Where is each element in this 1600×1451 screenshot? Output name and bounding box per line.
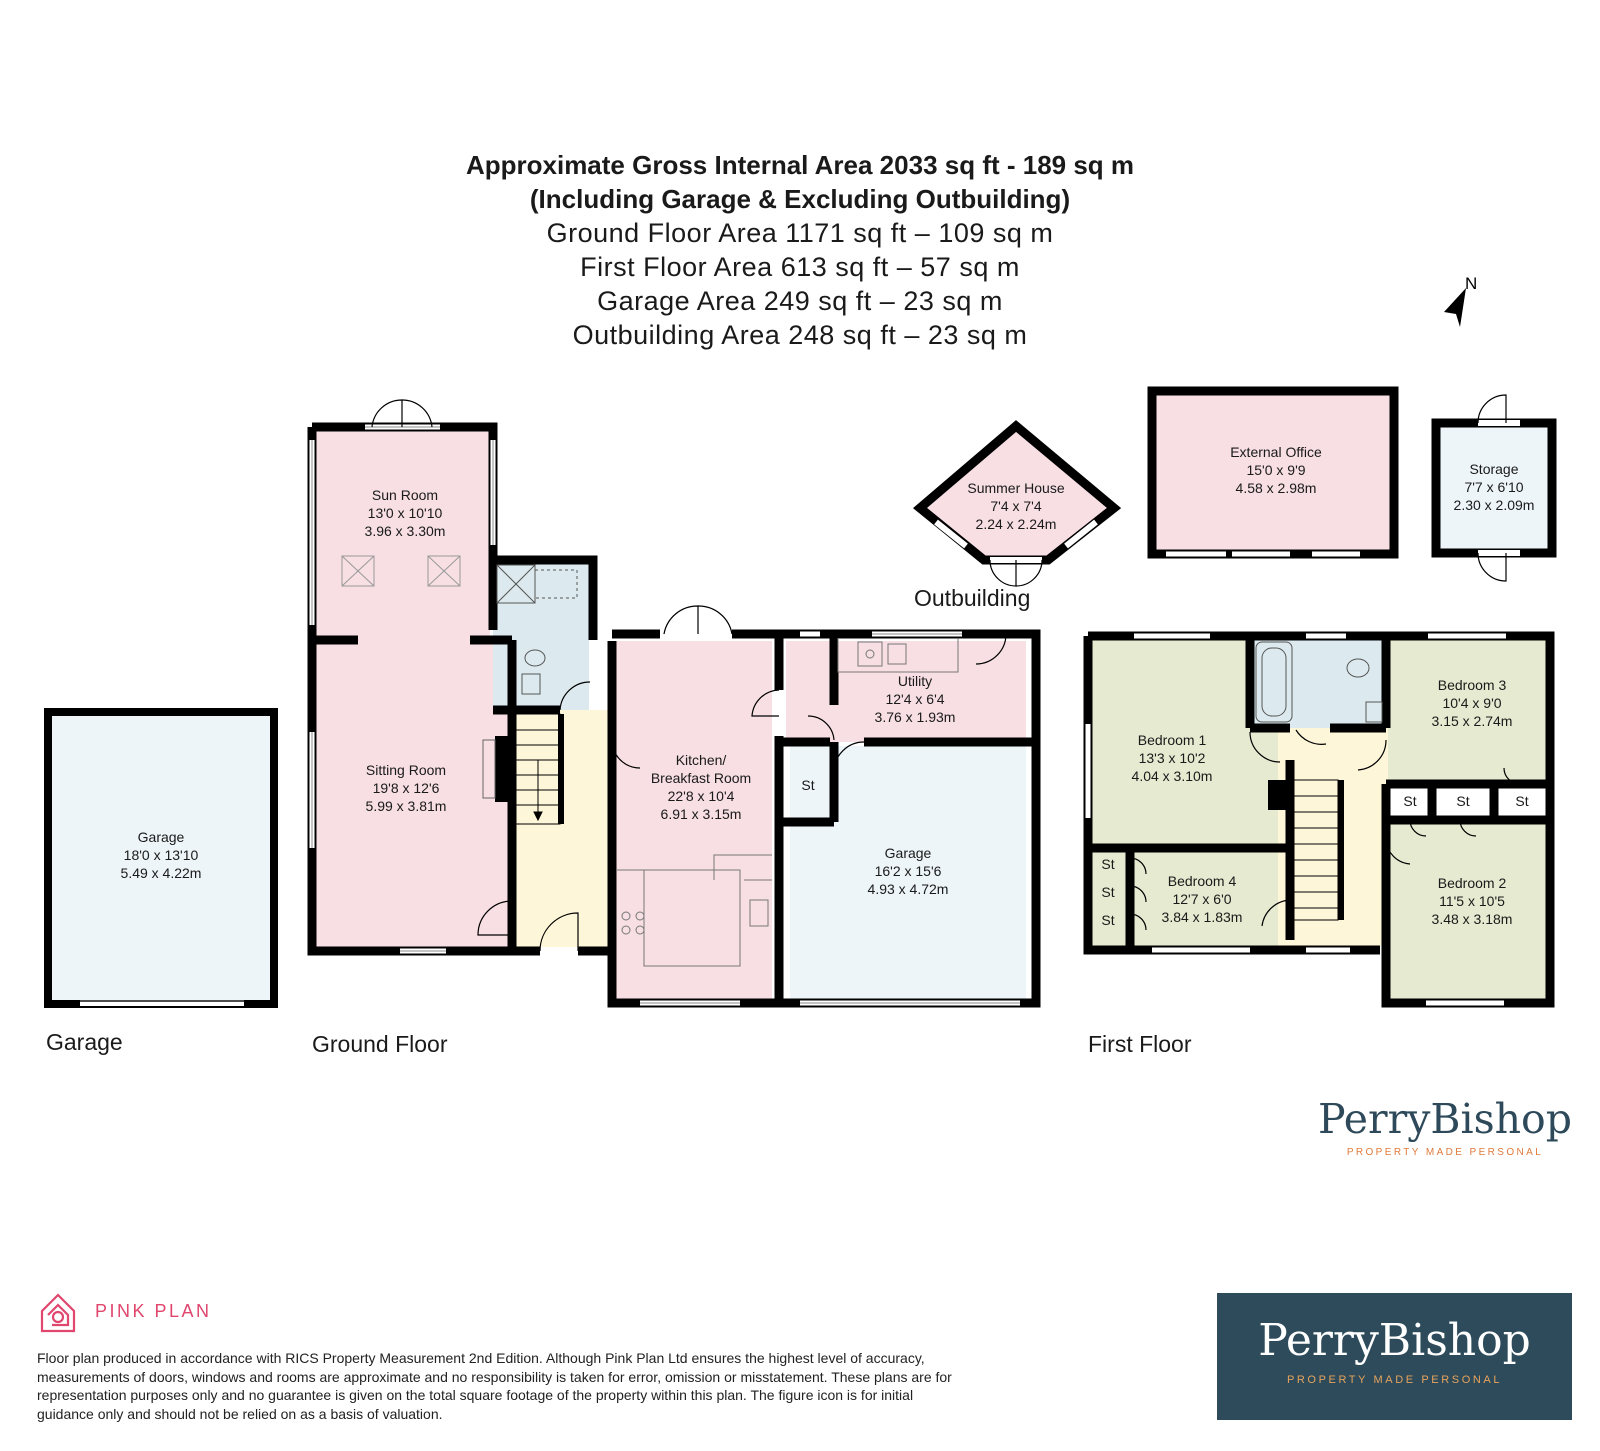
brand-name: PerryBishop	[1318, 1095, 1572, 1143]
summer-house-metric: 2.24 x 2.24m	[975, 516, 1057, 532]
bedroom2-metric: 3.48 x 3.18m	[1431, 911, 1513, 927]
storage-name: Storage	[1469, 461, 1519, 477]
external-office-name: External Office	[1230, 444, 1322, 460]
first-store-label: St	[1101, 884, 1115, 900]
garage-area: Garage Area 249 sq ft – 23 sq m	[597, 286, 1003, 316]
bedroom4-name: Bedroom 4	[1167, 873, 1237, 889]
perrybishop-logo-box	[1217, 1293, 1572, 1420]
sitting-room-imperial: 19'8 x 12'6	[372, 780, 440, 796]
garage-int-name: Garage	[884, 845, 932, 861]
disclaimer: Floor plan produced in accordance with RICS Property Measurement 2nd Edition. Although Pink Plan Ltd ensures the highest level of accuracy, measurements of doors, windows and rooms are approximate and no responsibility is taken for error, omission or misstatement. These plans are for representation purposes only and no guarantee is given on the total square footage of the property within this plan. The figure icon is for initial guidance only and should not be relied on as a basis of valuation.	[37, 1350, 952, 1422]
gross-area-note: (Including Garage & Excluding Outbuilding)	[529, 184, 1071, 214]
sun-room-metric: 3.96 x 3.30m	[364, 523, 446, 539]
perrybishop-logo-top	[1300, 1095, 1590, 1158]
storage-imperial: 7'7 x 6'10	[1464, 479, 1524, 495]
utility-imperial: 12'4 x 6'4	[885, 691, 945, 707]
first-store-label: St	[1403, 793, 1417, 809]
external-office-imperial: 15'0 x 9'9	[1246, 462, 1306, 478]
first-store-label: St	[1101, 856, 1115, 872]
bedroom3-metric: 3.15 x 2.74m	[1431, 713, 1513, 729]
bedroom1-imperial: 13'3 x 10'2	[1138, 750, 1206, 766]
kitchen-metric: 6.91 x 3.15m	[660, 806, 742, 822]
pink-plan-label: PINK PLAN	[95, 1301, 212, 1321]
kitchen-name-2: Breakfast Room	[650, 770, 752, 786]
kitchen-name-1: Kitchen/	[675, 752, 727, 768]
bedroom4-imperial: 12'7 x 6'0	[1172, 891, 1232, 907]
sitting-room-metric: 5.99 x 3.81m	[365, 798, 447, 814]
garage-ext-imperial: 18'0 x 13'10	[123, 847, 199, 863]
first-store-label: St	[1456, 793, 1470, 809]
first-floor-label: First Floor	[1088, 1031, 1192, 1057]
garage-int-metric: 4.93 x 4.72m	[867, 881, 949, 897]
sitting-room-name: Sitting Room	[365, 762, 447, 778]
utility-name: Utility	[897, 673, 933, 689]
bedroom3-imperial: 10'4 x 9'0	[1442, 695, 1502, 711]
bedroom1-metric: 4.04 x 3.10m	[1131, 768, 1213, 784]
sun-room-name: Sun Room	[371, 487, 439, 503]
sun-room-imperial: 13'0 x 10'10	[367, 505, 443, 521]
brand-tagline: PROPERTY MADE PERSONAL	[1286, 1374, 1503, 1386]
kitchen-imperial: 22'8 x 10'4	[667, 788, 735, 804]
gross-area-title: Approximate Gross Internal Area 2033 sq ft - 189 sq m	[465, 150, 1135, 180]
first-store-label: St	[1515, 793, 1529, 809]
pink-plan-house-icon	[38, 1291, 82, 1335]
bedroom3-name: Bedroom 3	[1437, 677, 1507, 693]
outbuilding-label: Outbuilding	[914, 585, 1031, 611]
bedroom2-name: Bedroom 2	[1437, 875, 1507, 891]
brand-tagline: PROPERTY MADE PERSONAL	[1346, 1147, 1544, 1158]
garage-ext-name: Garage	[137, 829, 185, 845]
garage-floor-label: Garage	[46, 1029, 123, 1055]
ground-floor-label: Ground Floor	[312, 1031, 448, 1057]
north-label: N	[1465, 274, 1478, 293]
ground-floor-area: Ground Floor Area 1171 sq ft – 109 sq m	[546, 218, 1054, 248]
garage-ext-metric: 5.49 x 4.22m	[120, 865, 202, 881]
bedroom4-metric: 3.84 x 1.83m	[1161, 909, 1243, 925]
external-office-metric: 4.58 x 2.98m	[1235, 480, 1317, 496]
bedroom2-imperial: 11'5 x 10'5	[1439, 893, 1505, 909]
bedroom1-name: Bedroom 1	[1137, 732, 1207, 748]
brand-name: PerryBishop	[1258, 1315, 1531, 1366]
garage-int-imperial: 16'2 x 15'6	[874, 863, 942, 879]
outbuilding-area: Outbuilding Area 248 sq ft – 23 sq m	[572, 320, 1028, 350]
summer-house-imperial: 7'4 x 7'4	[990, 498, 1042, 514]
first-store-label: St	[1101, 912, 1115, 928]
utility-metric: 3.76 x 1.93m	[874, 709, 956, 725]
north-arrow-icon	[1444, 274, 1477, 327]
storage-metric: 2.30 x 2.09m	[1453, 497, 1535, 513]
summer-house-name: Summer House	[967, 480, 1065, 496]
ground-store-label: St	[801, 777, 815, 793]
first-floor-area: First Floor Area 613 sq ft – 57 sq m	[580, 252, 1020, 282]
